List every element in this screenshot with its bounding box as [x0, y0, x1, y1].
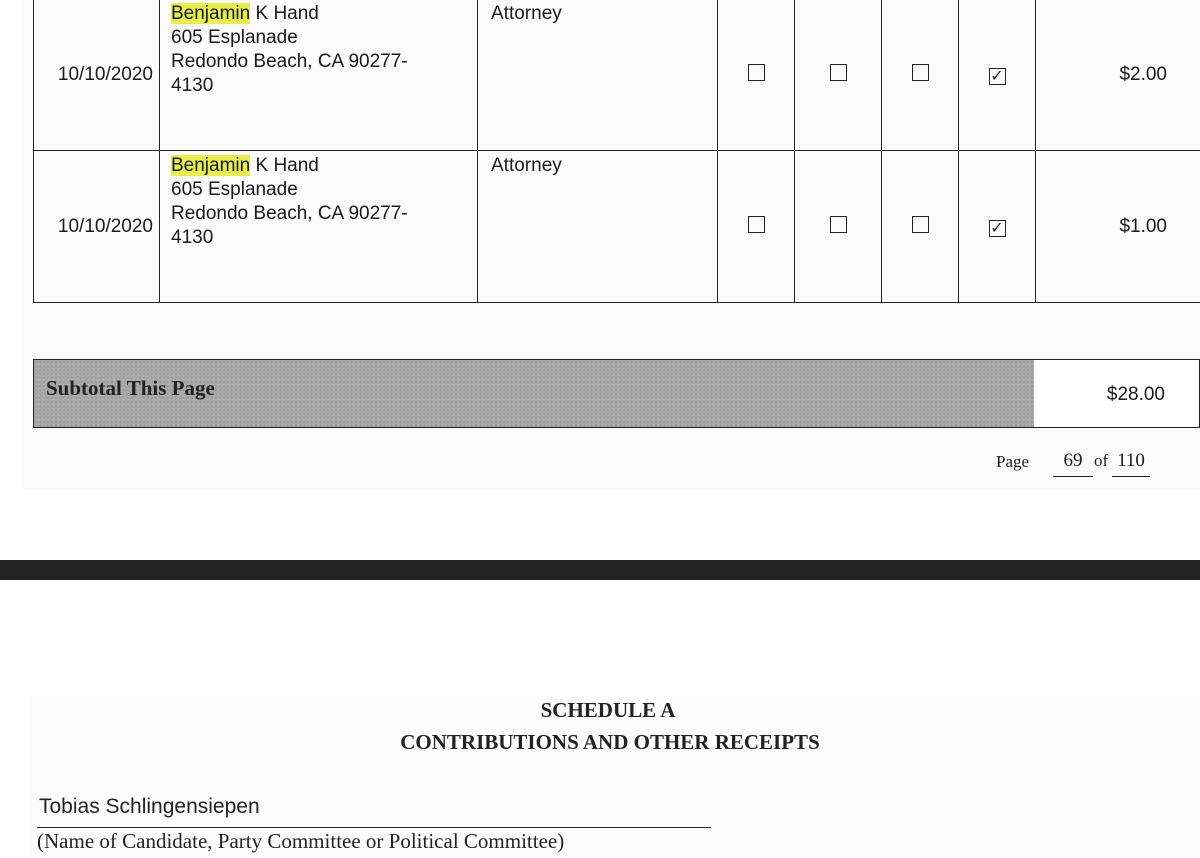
date-cell: 10/10/2020: [34, 151, 160, 303]
table-row: [34, 151, 1200, 303]
date-cell: 10/10/2020: [34, 0, 160, 151]
checkbox[interactable]: [830, 216, 847, 233]
highlighted-first-name: Benjamin: [171, 155, 251, 176]
contributions-table: [33, 0, 1200, 303]
checkbox[interactable]: [748, 64, 765, 81]
schedule-subtitle: CONTRIBUTIONS AND OTHER RECEIPTS: [400, 730, 820, 754]
page-label: Page: [996, 452, 1030, 471]
checkbox-checked[interactable]: ✓: [990, 67, 1004, 85]
checkbox-checked[interactable]: ✓: [990, 219, 1004, 237]
contributor-cell: Benjamin K Hand 605 Esplanade Redondo Beach, CA 90277- 4130: [160, 151, 478, 303]
checkbox[interactable]: [912, 64, 929, 81]
checkbox[interactable]: [830, 64, 847, 81]
candidate-name: Tobias Schlingensiepen: [39, 795, 260, 818]
subtotal-bar: [33, 359, 1036, 428]
signature-line: [37, 827, 711, 828]
occupation-cell: Attorney: [478, 0, 718, 151]
subtotal-amount: $28.00: [1034, 359, 1200, 428]
amount-cell: $1.00: [1036, 151, 1200, 303]
page-of-label: of: [1094, 451, 1109, 470]
checkbox[interactable]: [912, 216, 929, 233]
highlighted-first-name: Benjamin: [171, 3, 251, 24]
page-divider: [0, 560, 1200, 580]
occupation-cell: Attorney: [478, 151, 718, 303]
candidate-caption: (Name of Candidate, Party Committee or Political Committee): [37, 829, 565, 853]
total-pages: 110: [1112, 450, 1150, 477]
contributor-cell: Benjamin K Hand 605 Esplanade Redondo Beach, CA 90277- 4130: [160, 0, 478, 151]
table-row: [34, 0, 1200, 151]
current-page-number: 69: [1053, 450, 1093, 477]
schedule-title: SCHEDULE A: [540, 698, 676, 722]
checkbox[interactable]: [748, 216, 765, 233]
subtotal-label: Subtotal This Page: [46, 376, 215, 400]
amount-cell: $2.00: [1036, 0, 1200, 151]
